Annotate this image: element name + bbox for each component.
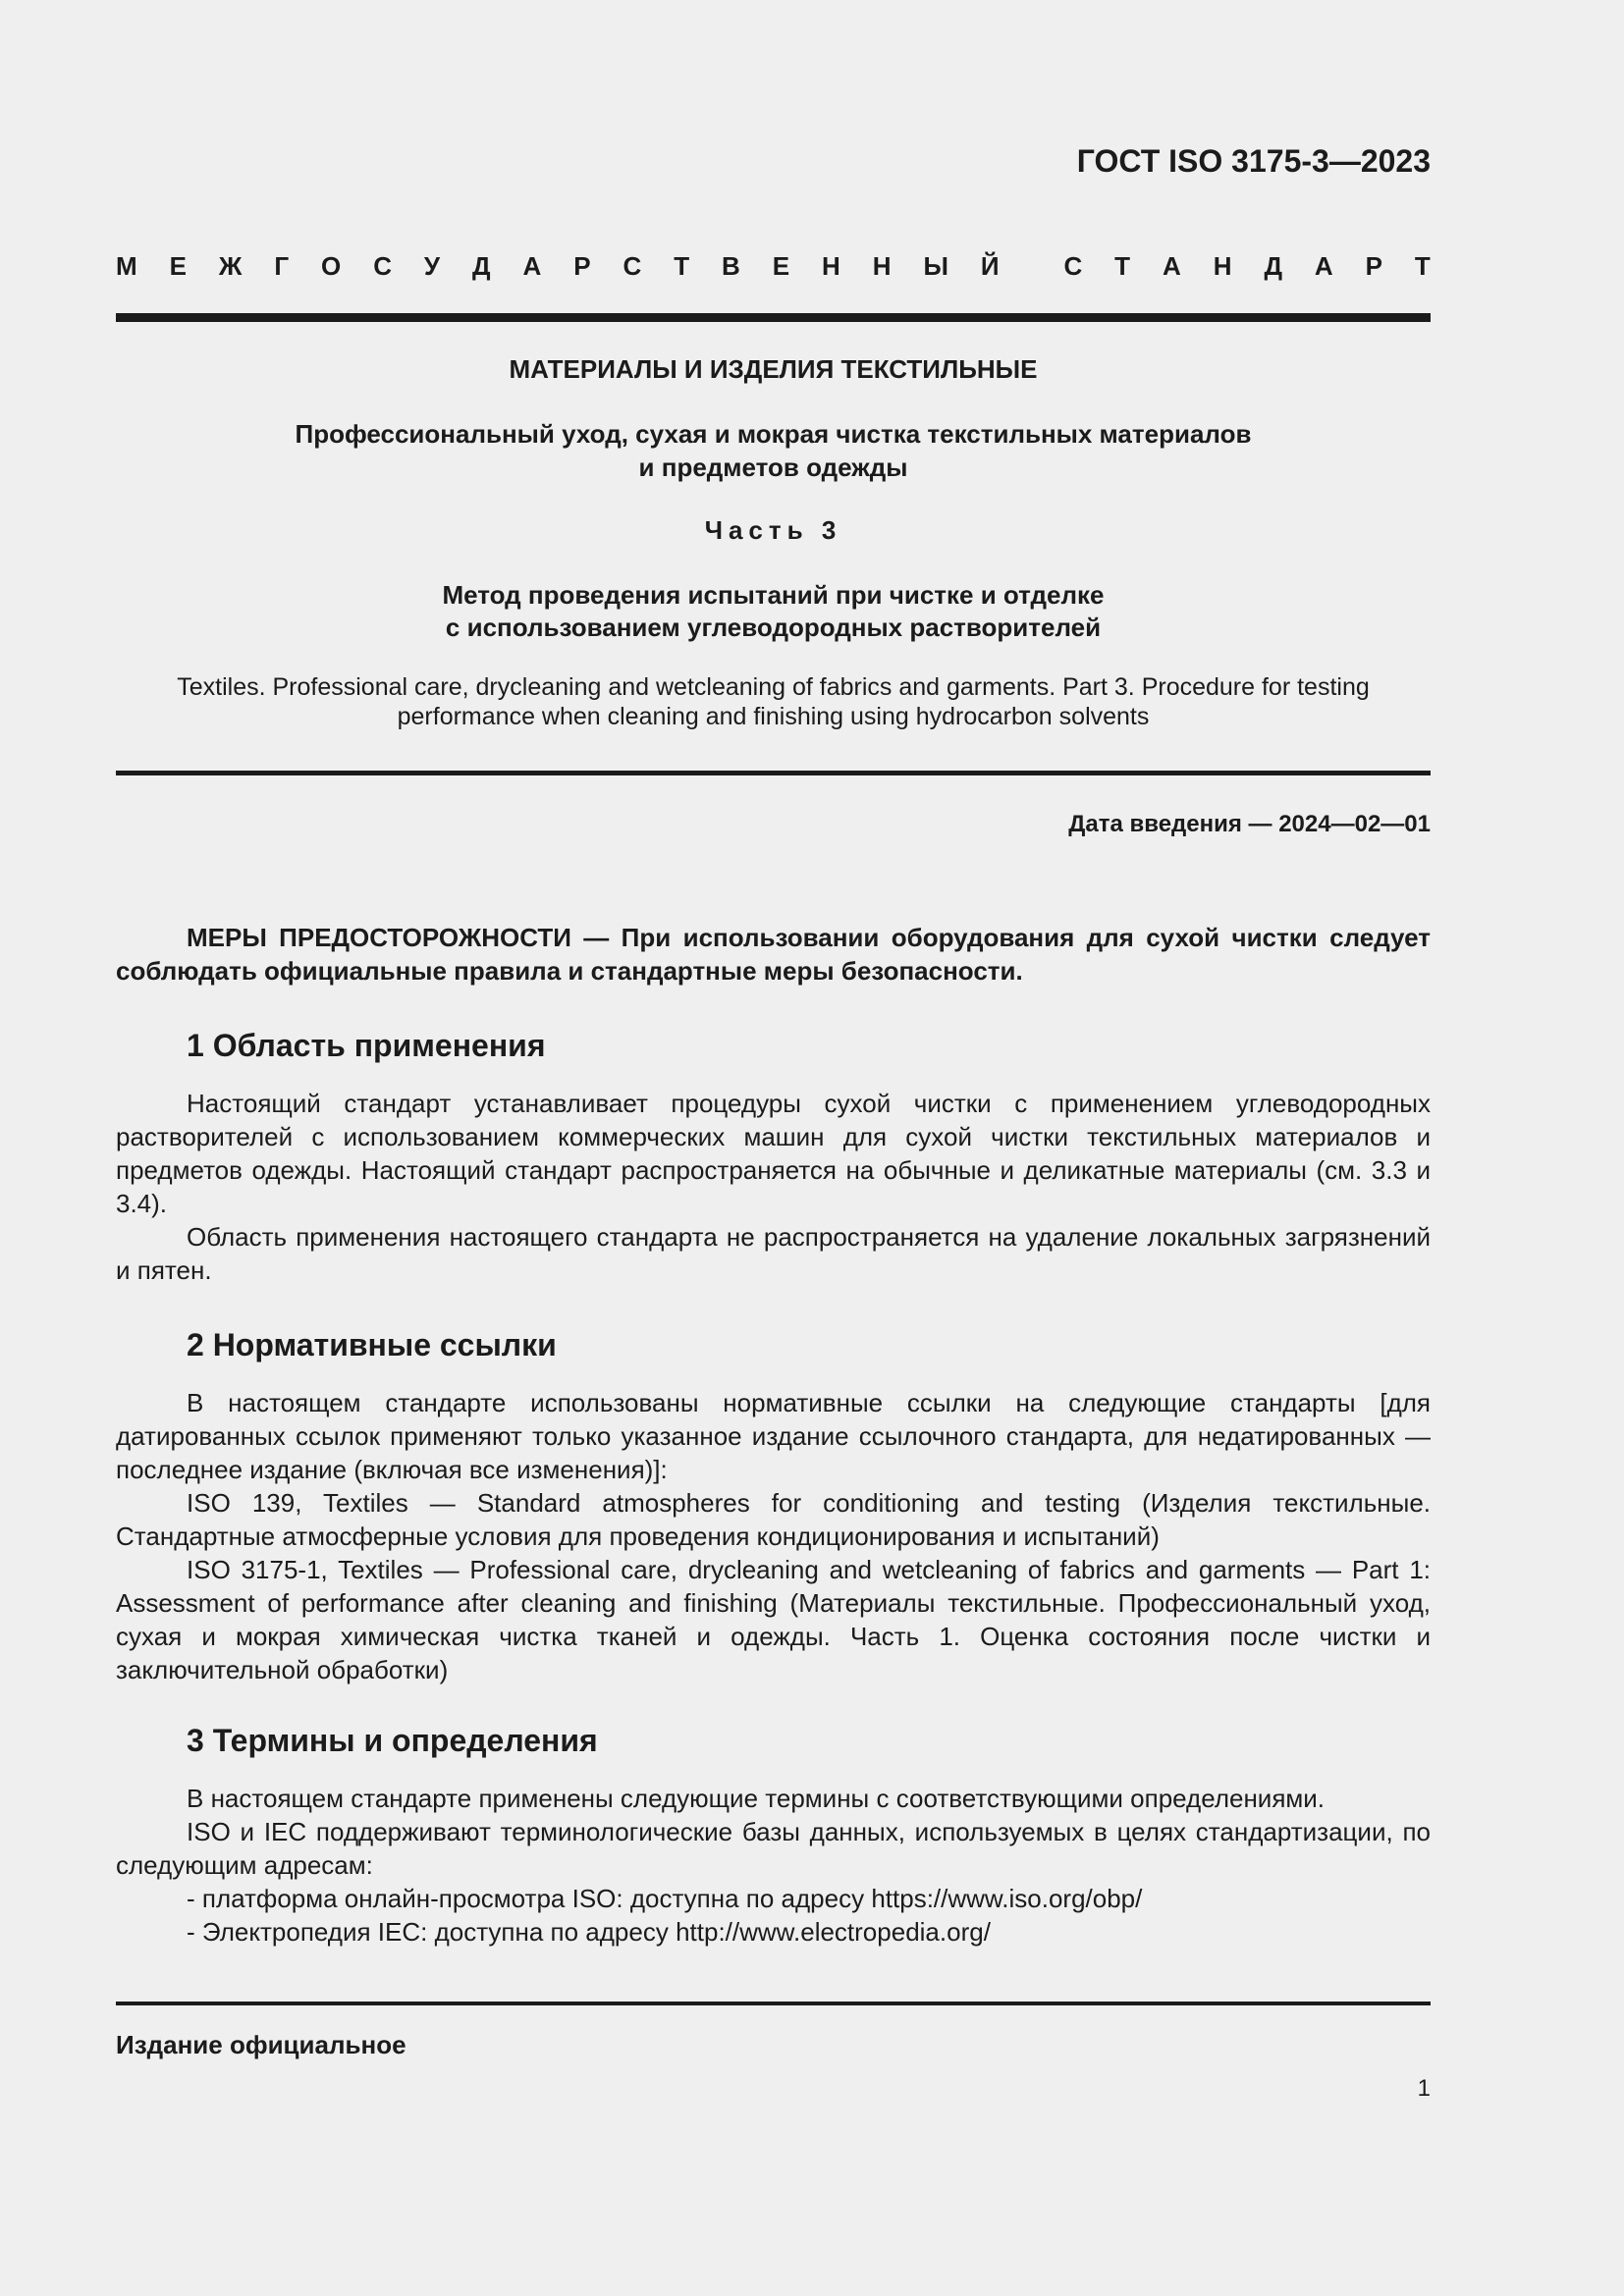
part-title-line1: Метод проведения испытаний при чистке и отделке bbox=[442, 580, 1105, 610]
section-3-heading: 3 Термины и определения bbox=[187, 1723, 598, 1758]
english-title-line2: performance when cleaning and finishing using hydrocarbon solvents bbox=[397, 703, 1150, 730]
section-2-body bbox=[116, 1386, 1431, 1686]
list-item: - платформа онлайн-просмотра ISO: доступна по адресу https://www.iso.org/obp/ bbox=[187, 1884, 1143, 1913]
heading-letter: Т bbox=[1114, 251, 1131, 281]
paragraph: ISO 139, Textiles — Standard atmospheres for conditioning and testing (Изделия текстильные. Стандартные атмосферные условия для проведения кондиционирования и испытаний) bbox=[116, 1488, 1431, 1551]
title-sub-line2: и предметов одежды bbox=[638, 453, 908, 482]
heading-letter: Е bbox=[772, 251, 790, 281]
paragraph: ISO и IEC поддерживают терминологические базы данных, используемых в целях стандартизации, по следующим адресам: bbox=[116, 1817, 1431, 1880]
heading-letter: О bbox=[321, 251, 342, 281]
paragraph: ISO 3175-1, Textiles — Professional care, drycleaning and wetcleaning of fabrics and garments — Part 1: Assessment of performance after cleaning and finishing (Материалы текстильные. Профессиональный уход, сухая и мокрая химическая чистка тканей и одежды. Часть 1. Оценка состояния после чистки и заключительной обработки) bbox=[116, 1555, 1431, 1684]
heading-letter: Р bbox=[1365, 251, 1382, 281]
heading-letter: Е bbox=[169, 251, 187, 281]
paragraph: В настоящем стандарте использованы нормативные ссылки на следующие стандарты [для датированных ссылок применяют только указанное издание ссылочного стандарта, для недатированных — последнее издание (включая все изменения)]: bbox=[116, 1388, 1431, 1484]
heading-letter: А bbox=[1163, 251, 1181, 281]
heading-letter: Д bbox=[1264, 251, 1282, 281]
doc-number: ГОСТ ISO 3175-3—2023 bbox=[1076, 143, 1431, 179]
heading-letter: С bbox=[1063, 251, 1083, 281]
heading-letter: А bbox=[1314, 251, 1333, 281]
page-number: 1 bbox=[1417, 2075, 1431, 2102]
heading-letter: Т bbox=[1414, 251, 1431, 281]
section-1-heading: 1 Область применения bbox=[187, 1028, 546, 1063]
heading-letter: Н bbox=[822, 251, 840, 281]
heading-letter: Р bbox=[573, 251, 591, 281]
precautions-text: МЕРЫ ПРЕДОСТОРОЖНОСТИ — При использовании оборудования для сухой чистки следует соблюдать официальные правила и стандартные меры безопасности. bbox=[116, 923, 1431, 986]
heading-letter: Н bbox=[1213, 251, 1232, 281]
title-sub-line1: Профессиональный уход, сухая и мокрая чистка текстильных материалов bbox=[295, 419, 1252, 449]
standard-type-heading bbox=[116, 251, 1431, 282]
section-2-heading: 2 Нормативные ссылки bbox=[187, 1327, 557, 1362]
part-title-line2: с использованием углеводородных растворителей bbox=[445, 613, 1102, 642]
part-label: Часть 3 bbox=[704, 515, 842, 545]
heading-letter: У bbox=[423, 251, 441, 281]
paragraph: В настоящем стандарте применены следующие термины с соответствующими определениями. bbox=[187, 1784, 1326, 1813]
precautions-block bbox=[116, 921, 1431, 988]
heading-letter: Г bbox=[274, 251, 290, 281]
heading-letter: Й bbox=[980, 251, 1000, 281]
official-edition-label: Издание официальное bbox=[116, 2030, 406, 2059]
section-3-body bbox=[116, 1782, 1431, 1949]
heading-letter: С bbox=[623, 251, 642, 281]
english-title-line1: Textiles. Professional care, drycleaning and wetcleaning of fabrics and garments. Part 3. Procedure for testing bbox=[177, 673, 1370, 701]
list-item: - Электропедия IEC: доступна по адресу http://www.electropedia.org/ bbox=[187, 1917, 991, 1947]
paragraph: Область применения настоящего стандарта не распространяется на удаление локальных загрязнений и пятен. bbox=[116, 1222, 1431, 1285]
paragraph: Настоящий стандарт устанавливает процедуры сухой чистки с применением углеводородных растворителей с использованием коммерческих машин для сухой чистки текстильных материалов и предметов одежды. Настоящий стандарт распространяется на обычные и деликатные материалы (см. 3.3 и 3.4). bbox=[116, 1089, 1431, 1218]
middle-rule bbox=[116, 771, 1431, 775]
heading-letter: Н bbox=[872, 251, 892, 281]
top-rule bbox=[116, 313, 1431, 322]
section-1-body bbox=[116, 1087, 1431, 1287]
bottom-rule bbox=[116, 2002, 1431, 2005]
heading-letter: Д bbox=[472, 251, 491, 281]
introduction-date: Дата введения — 2024—02—01 bbox=[1068, 811, 1431, 837]
heading-letter: Ы bbox=[923, 251, 948, 281]
heading-letter: Ж bbox=[218, 251, 243, 281]
heading-letter: Т bbox=[674, 251, 690, 281]
heading-letter: С bbox=[373, 251, 392, 281]
heading-letter: М bbox=[116, 251, 137, 281]
heading-letter: А bbox=[522, 251, 542, 281]
title-main: МАТЕРИАЛЫ И ИЗДЕЛИЯ ТЕКСТИЛЬНЫЕ bbox=[509, 354, 1038, 384]
heading-letter: В bbox=[722, 251, 740, 281]
